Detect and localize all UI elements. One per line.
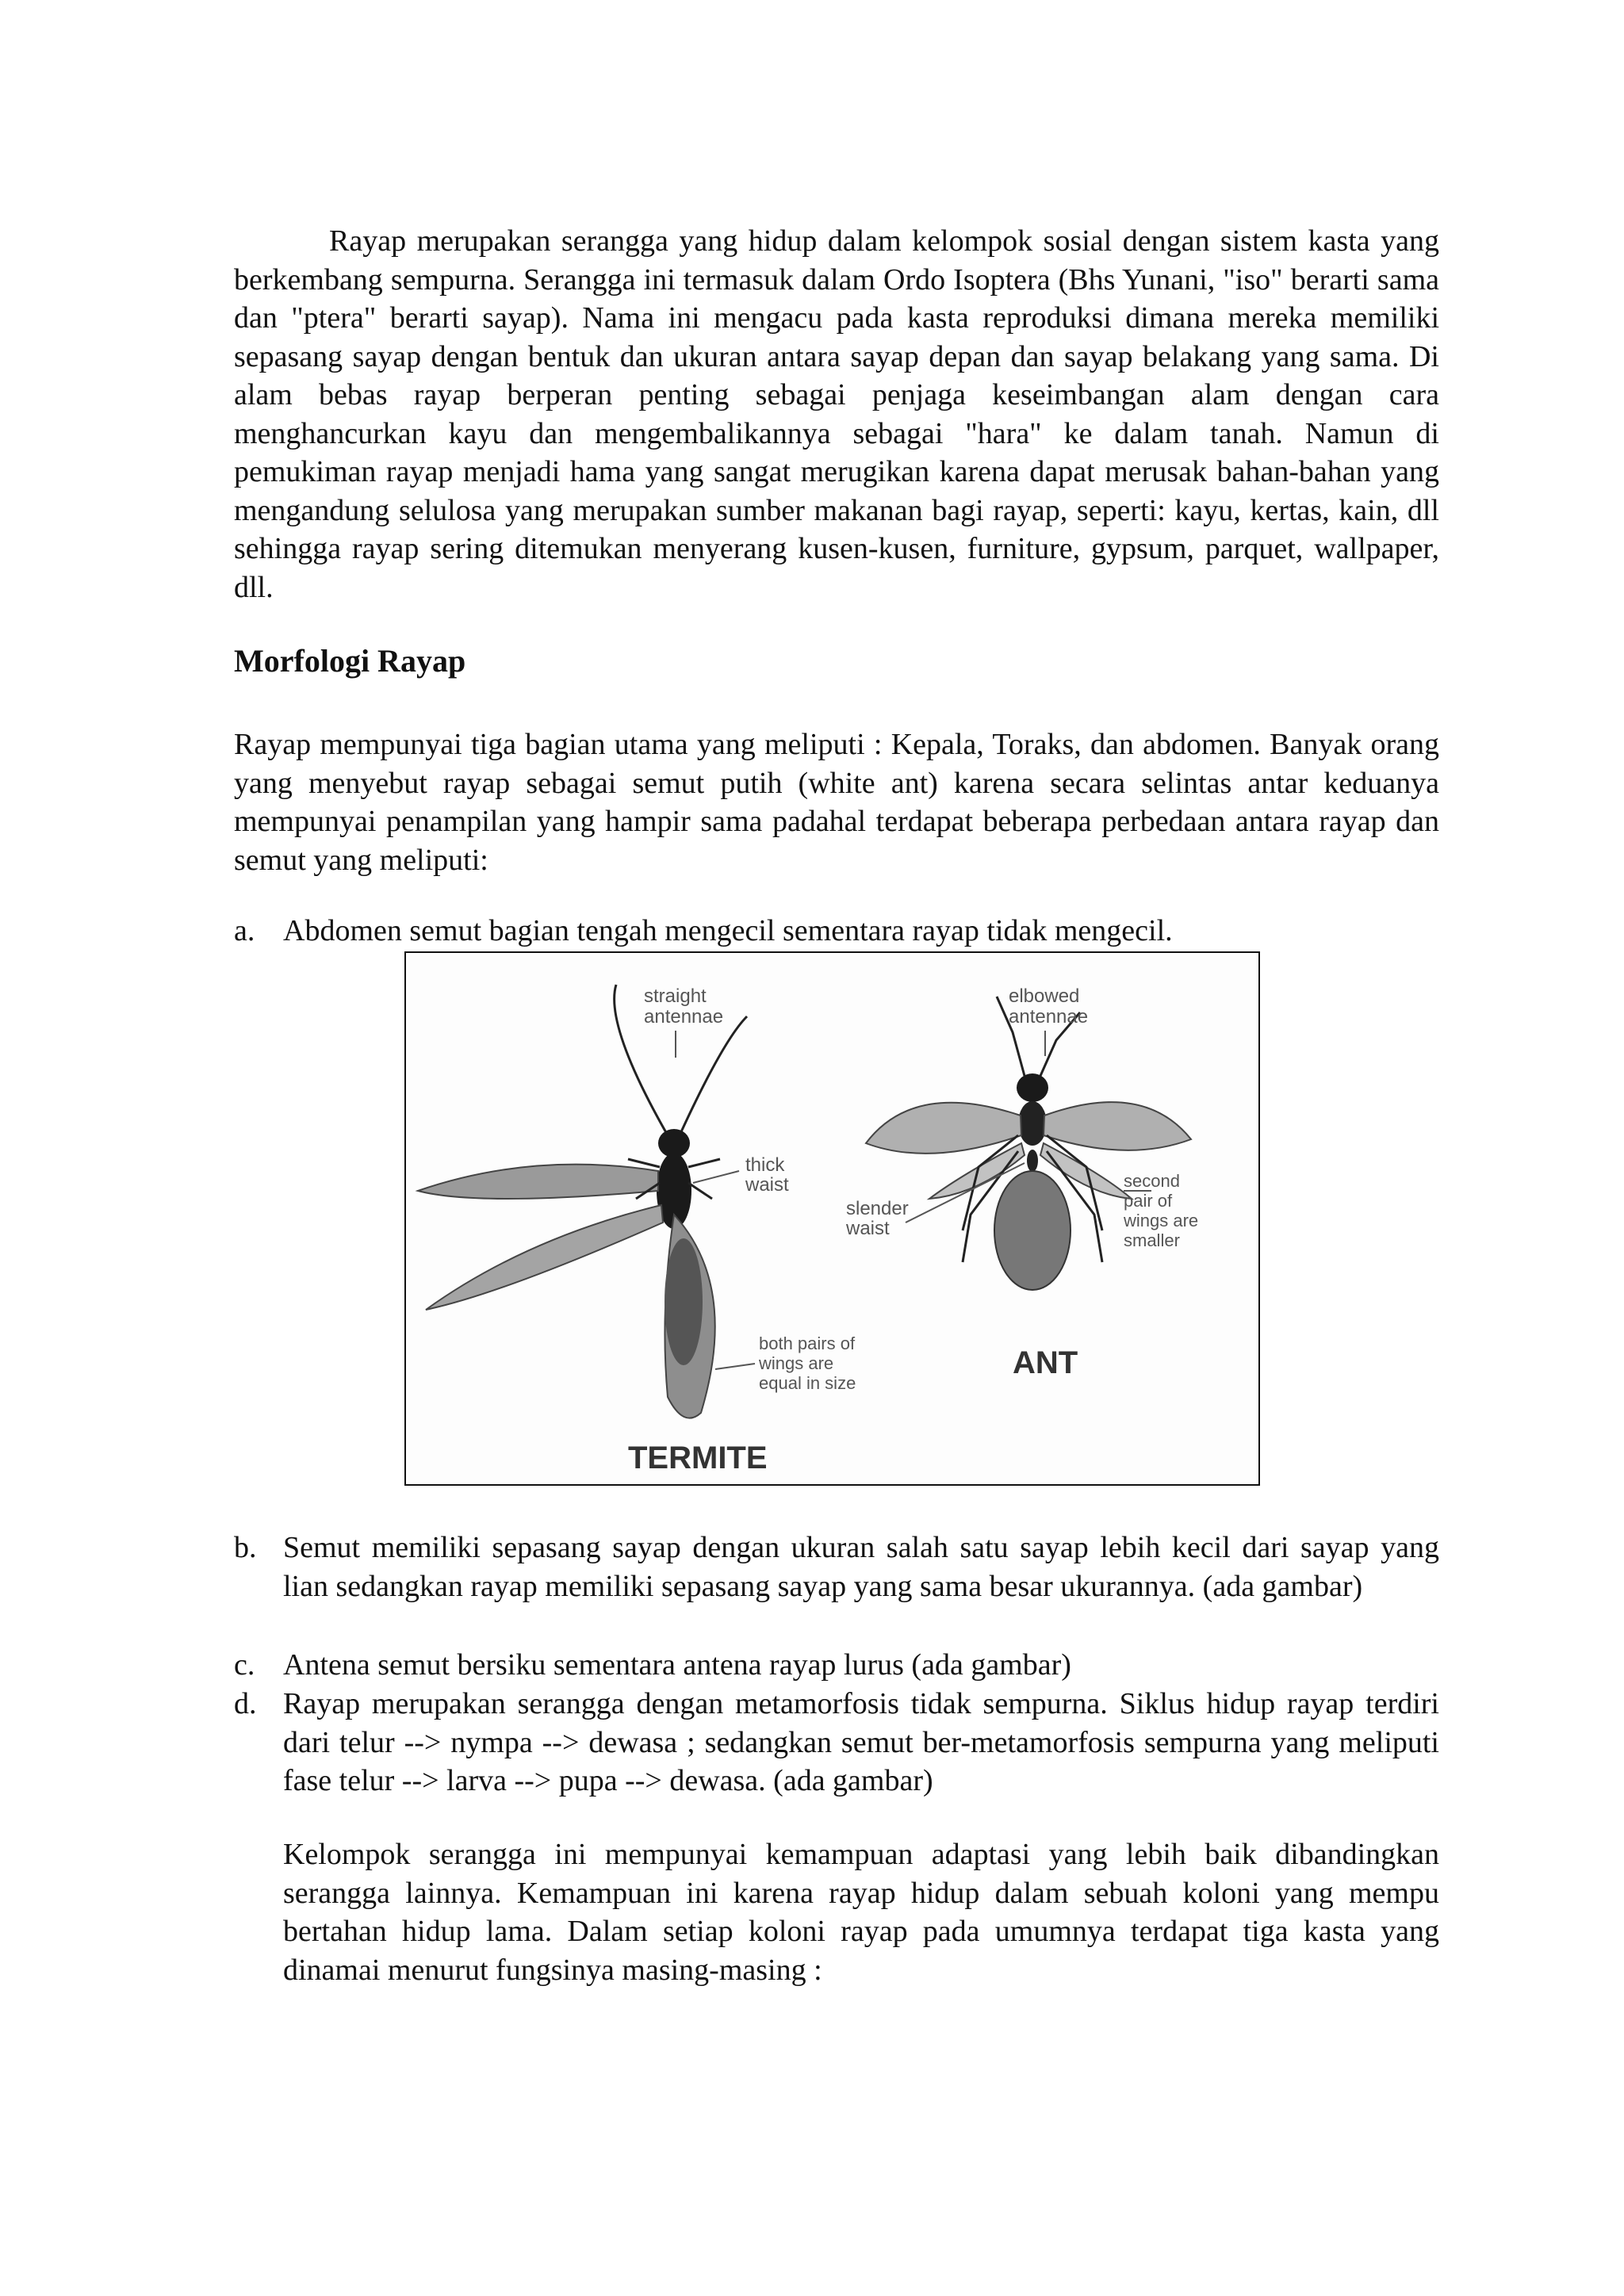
termite-drawing: [418, 985, 747, 1418]
intro-paragraph: [234, 222, 1439, 607]
list-marker: d.: [234, 1687, 257, 1720]
list-item-d: [234, 1685, 1439, 1800]
ant-caption: ANT: [1013, 1345, 1078, 1380]
label-line: second: [1124, 1171, 1180, 1191]
termite-waist-label: [693, 1154, 789, 1196]
ant-antennae-label: [1009, 985, 1088, 1056]
termite-ant-illustration: [406, 953, 1258, 1484]
closing-text: Kelompok serangga ini mempunyai kemampuan adaptasi yang lebih baik dibandingkan serangga lainnya. Kemampuan ini karena rayap hidup dalam sebuah koloni yang mempu bertahan hidup lama. Dalam setiap koloni rayap pada umumnya terdapat tiga kasta yang dinamai menurut fungsinya masing-masing :: [283, 1838, 1439, 1987]
label-line: antennae: [644, 1006, 724, 1027]
list-item-b: [234, 1529, 1439, 1605]
list-marker: c.: [234, 1648, 255, 1682]
list-text: Rayap merupakan serangga dengan metamorfosis tidak sempurna. Siklus hidup rayap terdiri dari telur --> nympa --> dewasa ; sedangkan semut ber-metamorfosis sempurna yang meliputi fase telur --> larva --> pupa --> dewasa. (ada gambar): [283, 1687, 1439, 1797]
intro-text: Rayap merupakan serangga yang hidup dalam kelompok sosial dengan sistem kasta yang berkembang sempurna. Serangga ini termasuk dalam Ordo Isoptera (Bhs Yunani, "iso" berarti sama dan "ptera" berarti sayap). Nama ini mengacu pada kasta reproduksi dimana mereka memiliki sepasang sayap dengan bentuk dan ukuran antara sayap depan dan sayap belakang yang sama. Di alam bebas rayap berperan penting sebagai penjaga keseimbangan alam dengan cara menghancurkan kayu dan mengembalikannya sebagai "hara" ke dalam tanah. Namun di pemukiman rayap menjadi hama yang sangat merugikan karena dapat merusak bahan-bahan yang mengandung selulosa yang merupakan sumber makanan bagi rayap, seperti: kayu, kertas, kain, dll sehingga rayap sering ditemukan menyerang kusen-kusen, furniture, gypsum, parquet, wallpaper, dll.: [234, 224, 1439, 604]
label-line: straight: [644, 985, 707, 1007]
label-line: both pairs of: [759, 1334, 856, 1353]
termite-ant-figure: [404, 951, 1260, 1486]
list-item-c: [234, 1646, 1439, 1685]
label-line: slender: [846, 1198, 909, 1219]
label-line: smaller: [1124, 1230, 1180, 1250]
ant-wings-label: [1123, 1171, 1198, 1250]
morphology-paragraph: [234, 725, 1439, 879]
label-line: waist: [846, 1218, 890, 1239]
list-marker: a.: [234, 914, 255, 947]
label-line: elbowed: [1009, 985, 1080, 1007]
list-item-a: [234, 912, 1439, 951]
list-text: Semut memiliki sepasang sayap dengan ukuran salah satu sayap lebih kecil dari sayap yang lian sedangkan rayap memiliki sepasang sayap yang sama besar ukurannya. (ada gambar): [283, 1531, 1439, 1603]
closing-paragraph: [283, 1835, 1439, 1989]
section-heading: Morfologi Rayap: [234, 643, 466, 679]
termite-caption: TERMITE: [628, 1441, 768, 1475]
label-line: equal in size: [759, 1373, 856, 1393]
termite-antennae-label: [644, 985, 723, 1058]
list-text: Antena semut bersiku sementara antena rayap lurus (ada gambar): [283, 1648, 1071, 1682]
termite-wings-label: [715, 1334, 856, 1393]
label-line: wings are: [1124, 1211, 1199, 1230]
label-line: antennae: [1009, 1006, 1089, 1027]
label-line: thick: [745, 1154, 785, 1176]
label-line: waist: [745, 1174, 789, 1196]
list-text: Abdomen semut bagian tengah mengecil sementara rayap tidak mengecil.: [283, 914, 1173, 947]
list-marker: b.: [234, 1531, 257, 1564]
label-line: pair of: [1124, 1191, 1173, 1211]
morphology-text: Rayap mempunyai tiga bagian utama yang meliputi : Kepala, Toraks, dan abdomen. Banyak orang yang menyebut rayap sebagai semut putih (white ant) karena secara selintas antar keduanya mempunyai penampilan yang hampir sama padahal terdapat beberapa perbedaan antara rayap dan semut yang meliputi:: [234, 728, 1439, 877]
label-line: wings are: [759, 1353, 834, 1373]
